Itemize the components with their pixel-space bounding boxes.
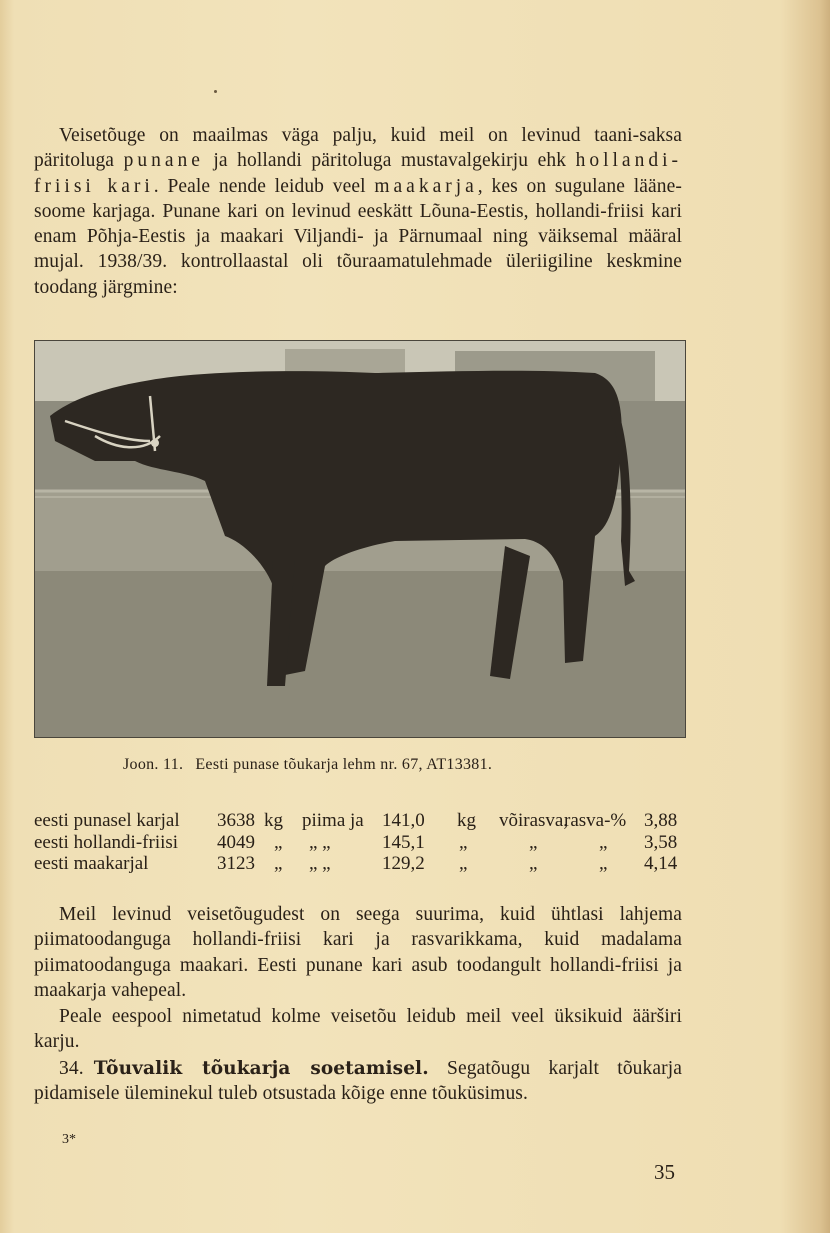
signature-mark: 3* [62, 1132, 76, 1147]
paragraph-comparison: Meil levinud veisetõugudest on seega suurima, kuid ühtlasi lahjema piimatoodanguga hollandi-friisi kari ja rasvarikkama, kuid madalama piimatoodanguga maakari. Eesti punane kari asub toodangult hollandi-friisi ja maakarja vahepeal. [34, 904, 682, 1001]
unit-cell: „ [274, 831, 283, 853]
text-segment: . Peale nende leidub veel [153, 175, 375, 197]
production-table [34, 810, 684, 875]
figure-label: Joon. 11. [123, 756, 184, 773]
unit-cell: kg [264, 810, 283, 831]
pct-cell: 4,14 [644, 853, 678, 874]
fat-word-cell: „ [529, 853, 538, 874]
spaced-term: hollandi-friisi kari [34, 150, 682, 197]
word-cell: „ „ [309, 831, 331, 853]
unit-cell: „ [274, 853, 283, 874]
word-cell: „ „ [309, 853, 331, 874]
table-row [34, 853, 684, 875]
milk-cell: 3638 [217, 810, 255, 831]
section-body: Segatõugu karjalt tõukarja pidamisele üleminekul tuleb otsustada kõige enne tõuküsimus. [34, 1058, 682, 1105]
spaced-term: punane [123, 150, 204, 172]
figure-caption [123, 756, 504, 774]
fat-unit-cell: „ [459, 853, 468, 874]
pct-label-cell: „ [599, 831, 608, 853]
page-number: 35 [654, 1160, 675, 1184]
pct-cell: 3,58 [644, 831, 678, 853]
fat-word-cell: „ [529, 831, 538, 853]
milk-cell: 4049 [217, 831, 255, 853]
fat-cell: 141,0 [382, 810, 425, 831]
breed-cell: eesti punasel karjal [34, 810, 180, 831]
fat-cell: 145,1 [382, 831, 425, 853]
paragraph-other-breeds: Peale eespool nimetatud kolme veisetõu leidub meil veel üksikuid äärširi karju. [34, 1006, 682, 1053]
figure-caption-text: Eesti punase tõukarja lehm nr. 67, AT13381. [195, 756, 493, 773]
word-cell: piima ja [302, 810, 364, 831]
breed-cell: eesti maakarjal [34, 853, 149, 874]
fat-word-cell: võirasva, [499, 810, 569, 831]
text-segment: Veisetõuge on maailmas väga palju, kuid meil on levinud taani-saksa päritoluga [34, 125, 682, 172]
text-segment: ja hollandi päritoluga mustavalgekirju ehk [203, 150, 576, 172]
section-number: 34. [59, 1058, 84, 1079]
cow-photograph [34, 340, 686, 738]
fat-unit-cell: kg [457, 810, 476, 831]
text-segment: , kes on sugulane lääne-soome karjaga. Punane kari on levinud eeskätt Lõuna-Eestis, hollandi-friisi kari enam Põhja-Eestis ja maakari Viljandi- ja Pärnumaal ning väiksemal määral mujal. 1938/39. kontrollaastal oli tõuraamatulehmade üleriigiline keskmine toodang järgmine: [34, 175, 682, 298]
pct-cell: 3,88 [644, 810, 678, 831]
section-34 [34, 1056, 682, 1107]
table-row [34, 810, 684, 832]
pct-label-cell: rasva-% [564, 810, 627, 831]
paragraph-intro [34, 123, 682, 300]
pct-label-cell: „ [599, 853, 608, 874]
table-row [34, 832, 684, 854]
fat-cell: 129,2 [382, 853, 425, 874]
print-speck [214, 90, 217, 93]
breed-cell: eesti hollandi-friisi [34, 831, 179, 853]
spaced-term: maakarja [374, 175, 478, 197]
milk-cell: 3123 [217, 853, 255, 874]
fat-unit-cell: „ [459, 831, 468, 853]
section-heading: Tõuvalik tõukarja soetamisel. [93, 1058, 429, 1079]
